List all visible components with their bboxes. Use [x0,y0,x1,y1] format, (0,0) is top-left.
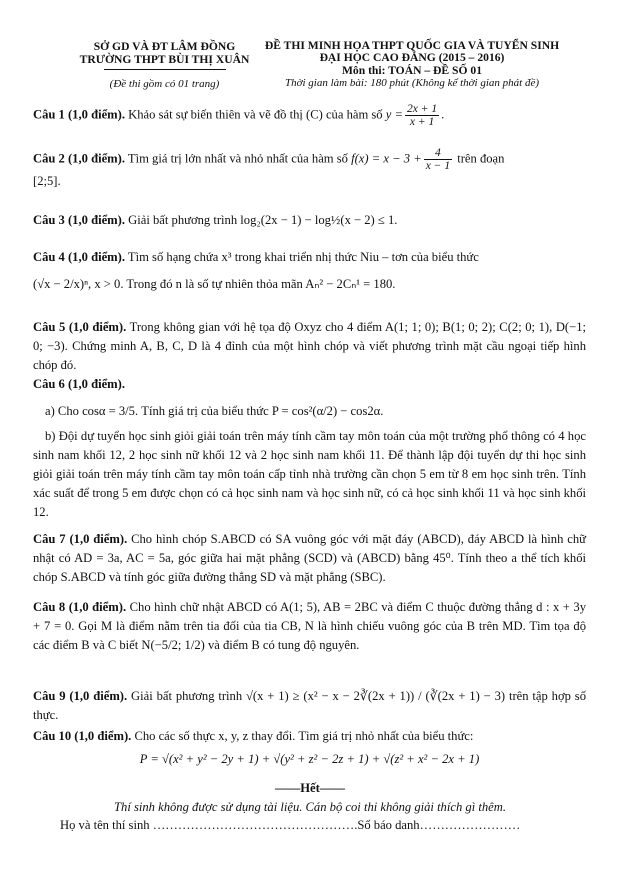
question-1: Câu 1 (1,0 điểm). Khảo sát sự biến thiên và vẽ đồ thị (C) của hàm số y = $\frac{2x + 1}{x + 1}$ . [33,103,445,128]
question-5-text: Trong không gian với hệ tọa độ Oxyz cho 4 điểm A(1; 1; 0); B(1; 0; 2); C(2; 0; 1), D(−1; 0; −3). Chứng minh A, B, C, D là 4 đỉnh của một hình chóp và viết phương trình mặt cầu ngoại tiếp hình chóp đó. [33,320,587,372]
question-6a-text: a) Cho cosα = 3/5. Tính giá trị của biểu thức P = cos²(α/2) − cos2α. [45,404,384,418]
exam-title-line-2: ĐẠI HỌC CAO ĐẲNG (2015 – 2016) [319,51,505,65]
department-name: SỞ GD VÀ ĐT LÂM ĐỒNG [93,40,236,53]
question-1-math: y = [385,107,404,122]
question-2 [33,147,586,191]
end-marker: ——Hết—— [275,781,345,795]
question-1-fraction [405,103,439,128]
question-7-label: Câu 7 (1,0 điểm). [33,532,128,546]
question-6b-text: b) Đội dự tuyển học sinh giỏi giải toán trên máy tính cầm tay môn toán của một trường phổ thông có 4 học sinh nam khối 12, 2 học sinh nữ khối 12 và 2 học sinh nam khối 11. Để thành lập đội tuyển dự thi học sinh giỏi giải toán trên máy tính cầm tay môn toán cấp tỉnh nhà trường cần chọn 5 em từ 8 em học sinh trên. Tính xác suất để trong 5 em được chọn có cả học sinh nam và học sinh nữ, có cả học sinh khối 11 và học sinh khối 12. [33,429,586,519]
question-9 [33,687,586,725]
question-10-label: Câu 10 (1,0 điểm). [33,729,132,743]
footer-note: Thí sinh không được sử dụng tài liệu. Cán bộ coi thi không giải thích gì thêm. [114,800,506,814]
question-5 [33,318,586,375]
question-10-text: Cho các số thực x, y, z thay đổi. Tìm giá trị nhỏ nhất của biểu thức: [134,729,474,743]
question-2-math: f(x) = x − 3 + [351,151,422,166]
question-2-fraction [424,147,452,172]
question-9-label: Câu 9 (1,0 điểm). [33,689,128,703]
question-8-label: Câu 8 (1,0 điểm). [33,600,127,614]
exam-subject: Môn thi: TOÁN – ĐỀ SỐ 01 [341,63,482,77]
question-4-expression: (√x − 2/x)ⁿ, x > 0. Trong đó n là số tự nhiên thỏa mãn Aₙ² − 2Cₙ¹ = 180. [33,277,396,291]
question-2-interval: [2;5]. [33,174,61,188]
question-2-label: Câu 2 (1,0 điểm). [33,151,125,166]
question-6-label: Câu 6 (1,0 điểm). [33,377,125,391]
question-2-numerator: 4 [424,147,452,160]
exam-title-line-1: ĐỀ THI MINH HỌA THPT QUỐC GIA VÀ TUYỂN SINH [264,39,560,52]
question-8 [33,598,586,655]
question-1-text: Khảo sát sự biến thiên và vẽ đồ thị (C) của hàm số [128,107,383,122]
exam-time: Thời gian làm bài: 180 phút (Không kể thời gian phát đề) [284,77,540,90]
pages-note: (Đề thi gồm có 01 trang) [109,78,220,90]
school-name: TRƯỜNG THPT BÙI THỊ XUÂN [79,53,250,66]
question-3 [33,211,586,230]
candidate-info-line: Họ và tên thí sinh ………………………………………….Số báo danh…………………… [60,818,521,832]
question-8-text: Cho hình chữ nhật ABCD có A(1; 5), AB = 2BC và điểm C thuộc đường thẳng d : x + 3y + 7 = 0. Gọi M là điểm nằm trên tia đối của tia CB, N là hình chiếu vuông góc của B trên MD. Tìm tọa độ các điểm B và C biết N(−5/2; 1/2) và điểm B có tung độ nguyên. [33,600,586,652]
question-3-text: Giải bất phương trình log₂(2x − 1) − log½(x − 2) ≤ 1. [128,213,398,227]
question-2-denominator: x − 1 [425,160,451,172]
question-1-denominator: x + 1 [409,116,435,128]
question-10 [33,727,586,769]
question-4 [33,248,586,294]
question-3-label: Câu 3 (1,0 điểm). [33,213,125,227]
question-10-formula: P = √(x² + y² − 2y + 1) + √(y² + z² − 2z + 1) + √(z² + x² − 2x + 1) [139,752,480,766]
question-2-tail: trên đoạn [457,151,505,166]
question-1-numerator: 2x + 1 [407,103,438,115]
question-4-text: Tìm số hạng chứa x³ trong khai triển nhị thức Niu – tơn của biểu thức [127,250,479,264]
question-6 [33,375,586,522]
question-5-label: Câu 5 (1,0 điểm). [33,320,127,334]
question-4-label: Câu 4 (1,0 điểm). [33,250,125,264]
question-9-text: Giải bất phương trình √(x + 1) ≥ (x² − x − 2∛(2x + 1)) / (∛(2x + 1) − 3) trên tập hợp số thực. [33,689,586,722]
question-7 [33,530,586,587]
question-7-text: Cho hình chóp S.ABCD có SA vuông góc với mặt đáy (ABCD), đáy ABCD là hình chữ nhật có AD = 3a, AC = 5a, góc giữa hai mặt phẳng (SCD) và (ABCD) bằng 45⁰. Tính theo a thể tích khối chóp S.ABCD và tính góc giữa đường thẳng SD và mặt phẳng (SBC). [33,532,586,584]
question-1-label: Câu 1 (1,0 điểm). [33,107,125,122]
question-2-text: Tìm giá trị lớn nhất và nhỏ nhất của hàm số [127,151,348,166]
header-left [62,40,267,91]
header-underline [104,69,226,70]
header-right [262,40,562,90]
